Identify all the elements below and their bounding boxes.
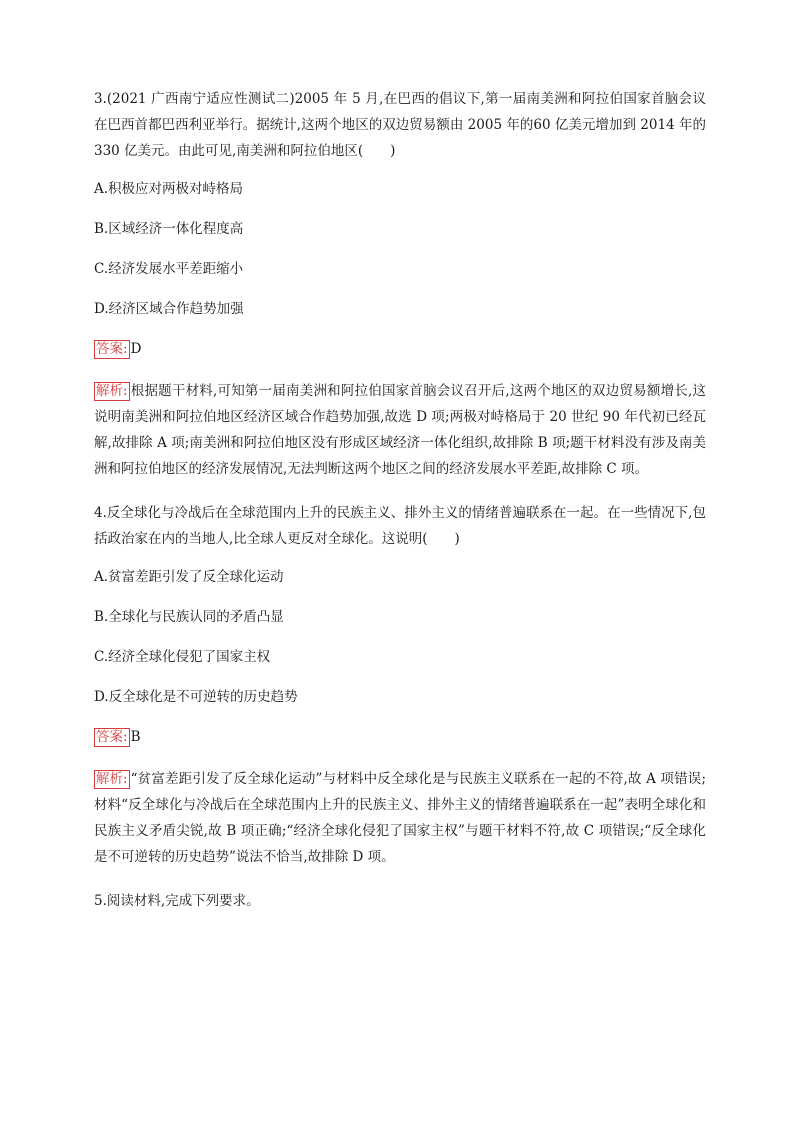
analysis-tag: 解析: (96, 771, 128, 787)
option-a: A.积极应对两极对峙格局 (94, 181, 244, 197)
answer-line (94, 724, 706, 750)
question-text: (2021 广西南宁适应性测试二)2005 年 5 月,在巴西的倡议下,第一届南美洲和阿拉伯国家首脑会议在巴西首都巴西利亚举行。据统计,这两个地区的双边贸易额由 2005 年的60 亿美元增加到 2014 年的 330 亿美元。由此可见,南美洲和阿拉伯地区( ) (94, 91, 706, 159)
answer-tag: 答案: (96, 341, 128, 357)
document-page (94, 86, 706, 926)
answer-line (94, 336, 706, 362)
question-number: 5. (94, 893, 107, 909)
analysis-paragraph (94, 766, 706, 870)
question-4-stem (94, 500, 706, 552)
question-3-stem (94, 86, 706, 164)
analysis-text: 根据题干材料,可知第一届南美洲和阿拉伯国家首脑会议召开后,这两个地区的双边贸易额增长,这说明南美洲和阿拉伯地区经济区域合作趋势加强,故选 D 项;两极对峙格局于 20 世纪 90 年代初已经瓦解,故排除 A 项;南美洲和阿拉伯地区没有形成区域经济一体化组织,故排除 B 项;题干材料没有涉及南美洲和阿拉伯地区的经济发展情况,无法判断这两个地区之间的经济发展水平差距,故排除 C 项。 (94, 383, 706, 477)
option-b: B.区域经济一体化程度高 (94, 221, 244, 237)
option-a: A.贫富差距引发了反全球化运动 (94, 569, 284, 585)
answer-value: D (130, 341, 142, 357)
analysis-text: “贫富差距引发了反全球化运动”与材料中反全球化是与民族主义联系在一起的不符,故 A 项错误;材料“反全球化与冷战后在全球范围内上升的民族主义、排外主义的情绪普遍联系在一起”表明全球化和民族主义矛盾尖锐,故 B 项正确;“经济全球化侵犯了国家主权”与题干材料不符,故 C 项错误;“反全球化是不可逆转的历史趋势”说法不恰当,故排除 D 项。 (94, 771, 706, 865)
analysis-paragraph (94, 378, 706, 482)
option-d: D.反全球化是不可逆转的历史趋势 (94, 689, 298, 705)
question-text: 反全球化与冷战后在全球范围内上升的民族主义、排外主义的情绪普遍联系在一起。在一些情况下,包括政治家在内的当地人,比全球人更反对全球化。这说明( ) (94, 505, 706, 547)
option-c: C.经济全球化侵犯了国家主权 (94, 649, 271, 665)
option-d: D.经济区域合作趋势加强 (94, 301, 244, 317)
option-b: B.全球化与民族认同的矛盾凸显 (94, 609, 284, 625)
option-c: C.经济发展水平差距缩小 (94, 261, 244, 277)
question-5-stem (94, 888, 706, 914)
analysis-tag: 解析: (96, 383, 128, 399)
answer-value: B (130, 729, 141, 745)
question-number: 3. (94, 91, 107, 107)
question-number: 4. (94, 505, 107, 521)
answer-tag: 答案: (96, 729, 128, 745)
question-text: 阅读材料,完成下列要求。 (106, 893, 260, 909)
